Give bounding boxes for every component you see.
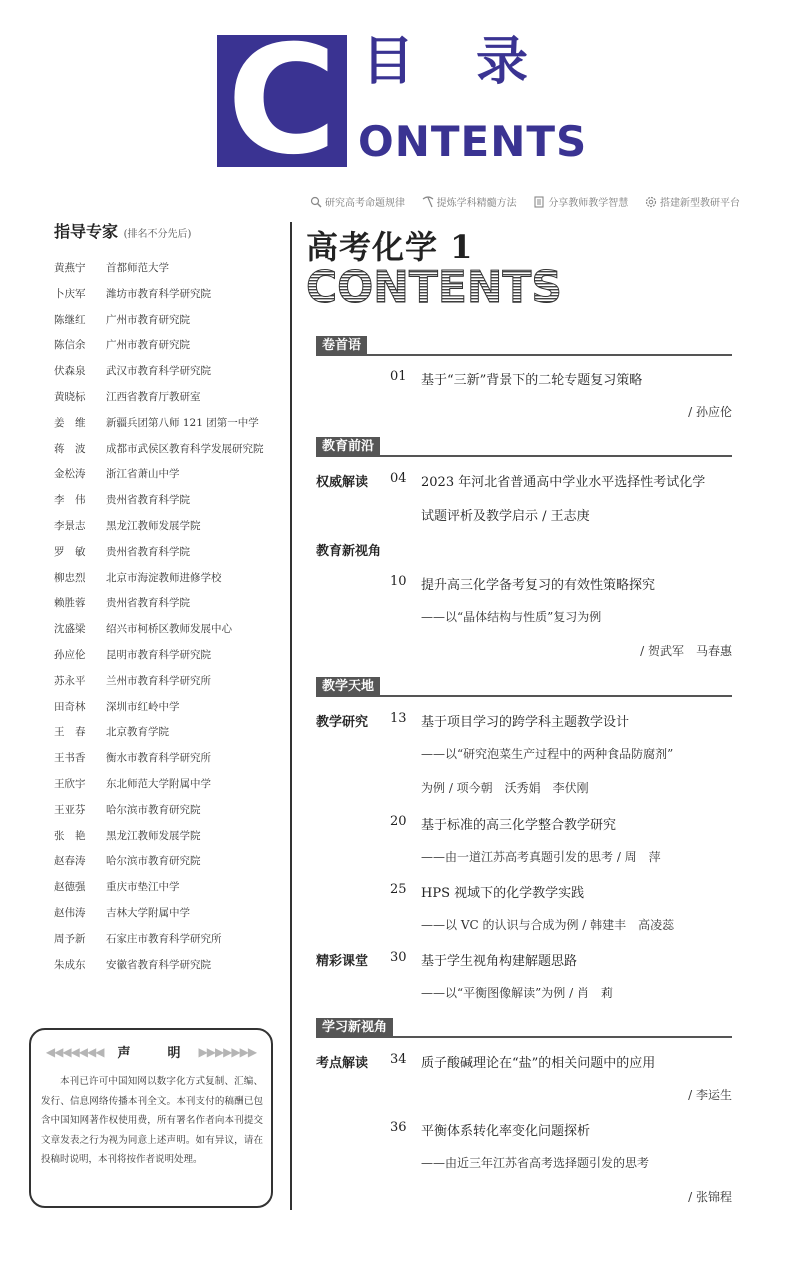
expert-name: 陈信余 [54,339,86,352]
toc-category: 权威解读 [316,475,369,490]
experts-title: 指导专家 [54,222,119,241]
slogan-row [310,194,740,209]
expert-row [54,673,294,699]
expert-org: 黑龙江教师发展学院 [106,829,201,842]
toc-page: 13 [390,711,407,726]
document-icon [533,196,545,208]
toc-author: / 张锦程 [688,1190,732,1204]
expert-row [54,724,294,750]
expert-row [54,776,294,802]
expert-row [54,466,294,492]
expert-name: 柳忠烈 [54,571,86,584]
toc-category: 精彩课堂 [316,954,369,969]
toc-title[interactable]: 基于“三新”背景下的二轮专题复习策略 [421,373,643,388]
section-rule [316,354,732,356]
expert-row [54,492,294,518]
toc-title[interactable]: 质子酸碱理论在“盐”的相关问题中的应用 [421,1056,656,1071]
expert-org: 贵州省教育科学院 [106,597,190,610]
expert-org: 吉林大学附属中学 [106,906,190,919]
expert-row [54,337,294,363]
toc-page: 34 [390,1052,407,1067]
expert-row [54,363,294,389]
slogan-item [533,194,628,209]
toc-category: 教学研究 [316,715,369,730]
expert-name: 蒋 波 [54,442,86,455]
slogan-item [422,194,517,209]
expert-row [54,570,294,596]
experts-note: (排名不分先后) [123,229,192,240]
expert-org: 贵州省教育科学院 [106,494,190,507]
expert-org: 深圳市红岭中学 [106,700,180,713]
expert-org: 广州市教育研究院 [106,339,190,352]
expert-row [54,879,294,905]
statement-box [29,1028,273,1208]
svg-text:CONTENTS: CONTENTS [306,262,562,308]
expert-row [54,699,294,725]
expert-name: 沈盛梁 [54,623,86,636]
expert-org: 新疆兵团第八师 121 团第一中学 [106,416,259,429]
toc-page: 36 [390,1120,407,1135]
toc-author: / 孙应伦 [688,405,732,419]
toc-subtitle-cont: 为例 / 项今朝 沃秀娟 李伏刚 [421,781,589,795]
expert-row [54,647,294,673]
contents-wordmark [306,262,566,308]
expert-org: 东北师范大学附属中学 [106,777,211,790]
expert-name: 伏森泉 [54,365,86,378]
expert-row [54,415,294,441]
toc-title[interactable]: 基于标准的高三化学整合教学研究 [421,818,617,833]
toc-page: 30 [390,950,407,965]
expert-org: 江西省教育厅教研室 [106,390,201,403]
expert-name: 李景志 [54,519,86,532]
expert-org: 哈尔滨市教育研究院 [106,855,201,868]
expert-org: 昆明市教育科学研究院 [106,648,211,661]
expert-org: 武汉市教育科学研究院 [106,365,211,378]
toc-title[interactable]: 平衡体系转化率变化问题探析 [421,1124,591,1139]
section-tag: 卷首语 [316,336,367,356]
expert-name: 王 春 [54,726,86,739]
section-tag: 教学天地 [316,677,380,697]
toc-category: 教育新视角 [316,544,382,559]
section-tag: 学习新视角 [316,1018,393,1038]
expert-name: 罗 敏 [54,545,86,558]
expert-name: 赵春涛 [54,855,86,868]
magazine-title: 高考化学 1 [306,228,474,266]
statement-title: 声 明 [117,1046,193,1061]
expert-name: 陈继红 [54,313,86,326]
expert-name: 姜 维 [54,416,86,429]
expert-name: 田奇林 [54,700,86,713]
expert-row [54,853,294,879]
expert-name: 王欣宇 [54,777,86,790]
slogan-text: 提炼学科精髓方法 [436,198,517,209]
toc-author: / 李运生 [688,1088,732,1102]
toc-page: 04 [390,471,407,486]
expert-row [54,518,294,544]
expert-org: 哈尔滨市教育研究院 [106,803,201,816]
expert-row [54,544,294,570]
expert-name: 苏永平 [54,674,86,687]
toc-subtitle: ——由近三年江苏省高考选择题引发的思考 [421,1156,650,1170]
expert-name: 张 艳 [54,829,86,842]
toc-subtitle: ——以 VC 的认识与合成为例 / 韩建丰 高凌蕊 [421,918,675,932]
toc-category: 考点解读 [316,1056,369,1071]
left-arrows-icon: ◀◀◀◀◀◀◀ [45,1044,104,1059]
toc-page: 25 [390,882,407,897]
expert-row [54,750,294,776]
expert-name: 赵德强 [54,881,86,894]
expert-name: 李 伟 [54,494,86,507]
expert-org: 兰州市教育科学研究所 [106,674,211,687]
expert-org: 潍坊市教育科学研究院 [106,287,211,300]
toc-page: 20 [390,814,407,829]
title-contents: ONTENTS [358,117,588,166]
expert-org: 广州市教育研究院 [106,313,190,326]
toc-subtitle: ——由一道江苏高考真题引发的思考 / 周 萍 [421,850,661,864]
slogan-text: 分享教师教学智慧 [548,198,629,209]
expert-row [54,931,294,957]
expert-org: 黑龙江教师发展学院 [106,519,201,532]
section-juanshouyu [316,336,732,358]
expert-name: 赖胜蓉 [54,597,86,610]
expert-name: 黄燕宁 [54,262,86,274]
statement-header [31,1042,271,1061]
expert-name: 周予新 [54,932,86,945]
expert-name: 王书香 [54,752,86,765]
toc-page: 01 [390,369,407,384]
expert-name: 金松涛 [54,468,86,481]
expert-org: 浙江省萧山中学 [106,468,180,481]
experts-heading [54,219,191,242]
expert-org: 石家庄市教育科学研究所 [106,932,222,945]
expert-org: 北京教育学院 [106,726,169,739]
expert-org: 北京市海淀教师进修学校 [106,571,222,584]
expert-row [54,286,294,312]
toc-title[interactable]: HPS 视域下的化学教学实践 [421,886,585,901]
pickaxe-icon [422,196,434,208]
expert-row [54,957,294,983]
expert-row [54,828,294,854]
expert-org: 安徽省教育科学研究院 [106,958,211,971]
gear-icon [645,196,657,208]
expert-org: 绍兴市柯桥区教师发展中心 [106,623,232,636]
expert-row [54,621,294,647]
slogan-text: 搭建新型教研平台 [659,198,740,209]
statement-body: 本刊已许可中国知网以数字化方式复制、汇编、发行、信息网络传播本刊全文。本刊支付的稿酬已包含中国知网著作权使用费，所有署名作者向本刊提交文章发表之行为视为同意上述声明。如有异议，请在投稿时说明，本刊将按作者说明处理。 [41,1076,263,1165]
experts-list [54,260,294,982]
toc-title[interactable]: 基于项目学习的跨学科主题教学设计 [421,715,630,730]
right-arrows-icon: ▶▶▶▶▶▶▶ [198,1044,257,1059]
expert-name: 赵伟涛 [54,906,86,919]
title-mulu: 目录 [362,32,591,92]
expert-org: 首都师范大学 [106,262,169,274]
section-tag: 教育前沿 [316,437,380,457]
column-divider [290,222,292,1210]
expert-name: 孙应伦 [54,648,86,661]
toc-title[interactable]: 基于学生视角构建解题思路 [421,954,578,969]
section-xuexixinshijiao [316,1018,732,1040]
toc-author: / 贺武军 马春惠 [640,644,732,658]
expert-row [54,260,294,286]
expert-name: 卜庆军 [54,287,86,300]
expert-org: 贵州省教育科学院 [106,545,190,558]
logo-letter: C [226,35,338,167]
toc-subtitle: ——以“研究泡菜生产过程中的两种食品防腐剂” [421,747,674,761]
toc-subtitle: ——以“晶体结构与性质”复习为例 [421,610,602,624]
expert-row [54,905,294,931]
expert-name: 王亚芬 [54,803,86,816]
expert-name: 黄晓标 [54,390,86,403]
expert-name: 朱成东 [54,958,86,971]
expert-org: 衡水市教育科学研究所 [106,752,211,765]
toc-title[interactable]: 提升高三化学备考复习的有效性策略探究 [421,578,656,593]
expert-row [54,595,294,621]
slogan-text: 研究高考命题规律 [325,198,405,209]
toc-title-cont[interactable]: 试题评析及教学启示 / 王志庚 [421,509,590,524]
expert-row [54,441,294,467]
section-jiaoyuqianyan [316,437,732,459]
expert-row [54,312,294,338]
section-jiaoxuetiandi [316,677,732,699]
slogan-item [645,194,740,209]
toc-subtitle: ——以“平衡图像解读”为例 / 肖 莉 [421,986,613,1000]
expert-row [54,802,294,828]
search-icon [310,196,322,208]
expert-org: 重庆市垫江中学 [106,881,180,894]
logo-c-block [217,35,347,167]
expert-org: 成都市武侯区教育科学发展研究院 [106,442,264,455]
expert-row [54,389,294,415]
slogan-item [310,194,405,209]
toc-title[interactable]: 2023 年河北省普通高中学业水平选择性考试化学 [421,475,706,490]
toc-page: 10 [390,574,407,589]
